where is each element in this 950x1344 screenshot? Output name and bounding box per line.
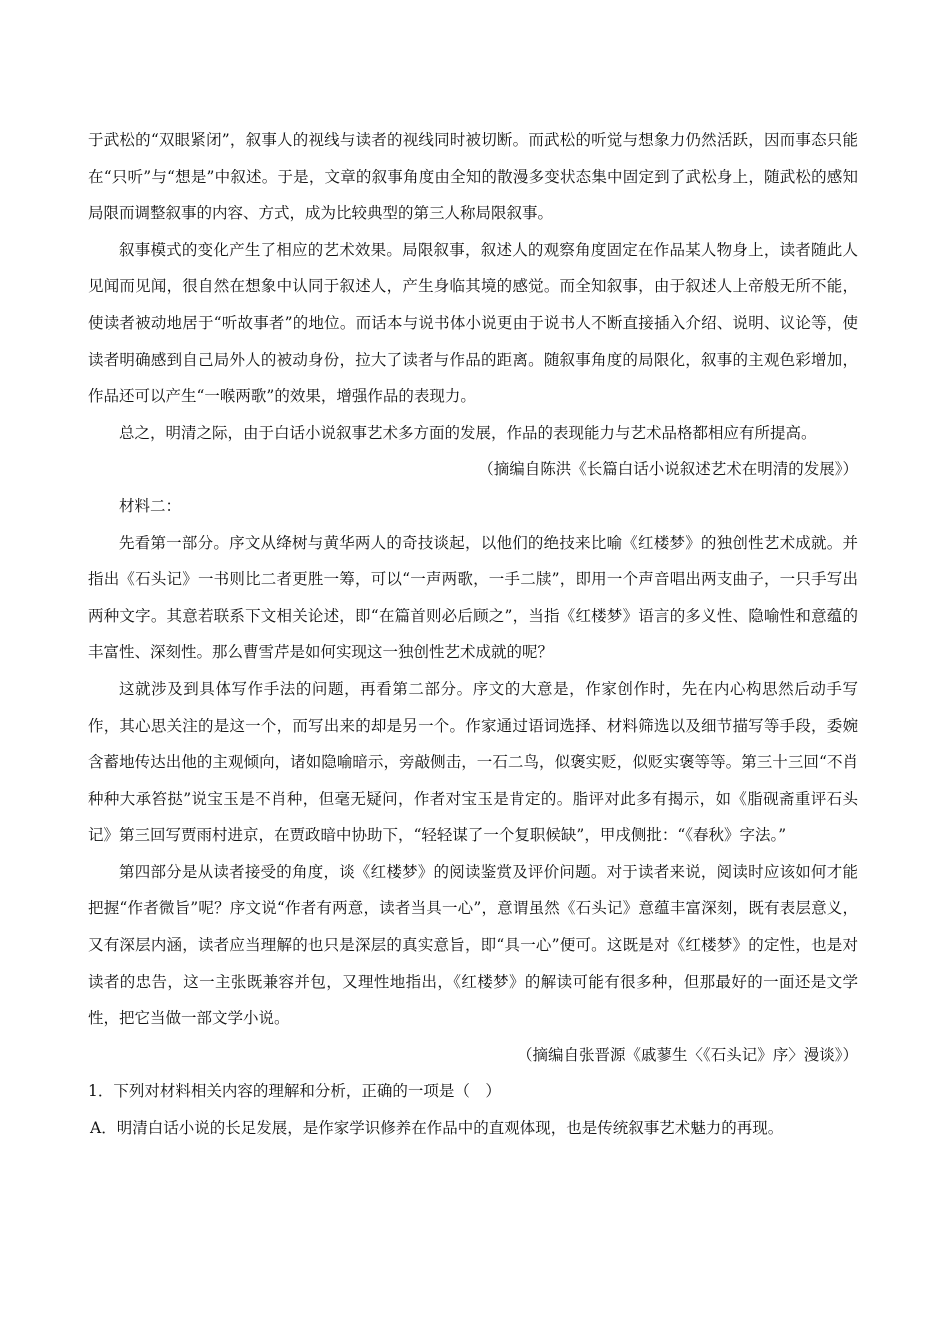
paragraph-part-two: 这就涉及到具体写作手法的问题，再看第二部分。序文的大意是，作家创作时，先在内心构思然后动手写作，其心思关注的是这一个，而写出来的却是另一个。作家通过语词选择、材料筛选以及细节描写等手段，委婉含蓄地传达出他的主观倾向，诸如隐喻暗示，旁敲侧击，一石二鸟，似褒实贬，似贬实褒等等。第三十三回“不肖种种大承笞挞”说宝玉是不肖种，但毫无疑问，作者对宝玉是肯定的。脂评对此多有揭示，如《脂砚斋重评石头记》第三回写贾雨村进京，在贾政暗中协助下，“轻轻谋了一个复职候缺”，甲戌侧批：“《春秋》字法。” bbox=[88, 679, 858, 845]
document-page bbox=[88, 122, 858, 1147]
paragraph-part-one: 先看第一部分。序文从绛树与黄华两人的奇技谈起，以他们的绝技来比喻《红楼梦》的独创性艺术成就。并指出《石头记》一书则比二者更胜一筹，可以“一声两歌，一手二牍”，即用一个声音唱出两支曲子，一只手写出两种文字。其意若联系下文相关论述，即“在篇首则必后顾之”，当指《红楼梦》语言的多义性、隐喻性和意蕴的丰富性、深刻性。那么曹雪芹是如何实现这一独创性艺术成就的呢？ bbox=[88, 533, 858, 662]
source-citation-2: （摘编自张晋源《戚蓼生〈《石头记》序〉漫谈》） bbox=[516, 1045, 858, 1064]
paragraph-part-four: 第四部分是从读者接受的角度，谈《红楼梦》的阅读鉴赏及评价问题。对于读者来说，阅读时应该如何才能把握“作者微旨”呢？序文说“作者有两意，读者当具一心”，意谓虽然《石头记》意蕴丰富深刻，既有表层意义，又有深层内涵，读者应当理解的也只是深层的真实意旨，即“具一心”便可。这既是对《红楼梦》的定性，也是对读者的忠告，这一主张既兼容并包，又理性地指出，《红楼梦》的解读可能有很多种，但那最好的一面还是文学性，把它当做一部文学小说。 bbox=[88, 862, 858, 1028]
source-citation-1: （摘编自陈洪《长篇白话小说叙述艺术在明清的发展》） bbox=[478, 460, 858, 479]
paragraph-continuation: 于武松的“双眼紧闭”，叙事人的视线与读者的视线同时被切断。而武松的听觉与想象力仍然活跃，因而事态只能在“只听”与“想是”中叙述。于是，文章的叙事角度由全知的散漫多变状态集中固定到了武松身上，随武松的感知局限而调整叙事的内容、方式，成为比较典型的第三人称局限叙事。 bbox=[88, 131, 858, 223]
question-option-a[interactable]: A．明清白话小说的长足发展，是作家学识修养在作品中的直观体现，也是传统叙事艺术魅力的再现。 bbox=[90, 1119, 784, 1138]
question-stem: 1．下列对材料相关内容的理解和分析，正确的一项是（ ） bbox=[88, 1082, 501, 1101]
paragraph-narrative-effect: 叙事模式的变化产生了相应的艺术效果。局限叙事，叙述人的观察角度固定在作品某人物身上，读者随此人见闻而见闻，很自然在想象中认同于叙述人，产生身临其境的感觉。而全知叙事，由于叙述人上帝般无所不能，使读者被动地居于“听故事者”的地位。而话本与说书体小说更由于说书人不断直接插入介绍、说明、议论等，使读者明确感到自己局外人的被动身份，拉大了读者与作品的距离。随叙事角度的局限化，叙事的主观色彩增加，作品还可以产生“一喉两歌”的效果，增强作品的表现力。 bbox=[88, 240, 858, 406]
material-two-heading: 材料二： bbox=[119, 496, 182, 515]
paragraph-conclusion: 总之，明清之际，由于白话小说叙事艺术多方面的发展，作品的表现能力与艺术品格都相应有所提高。 bbox=[119, 423, 817, 442]
